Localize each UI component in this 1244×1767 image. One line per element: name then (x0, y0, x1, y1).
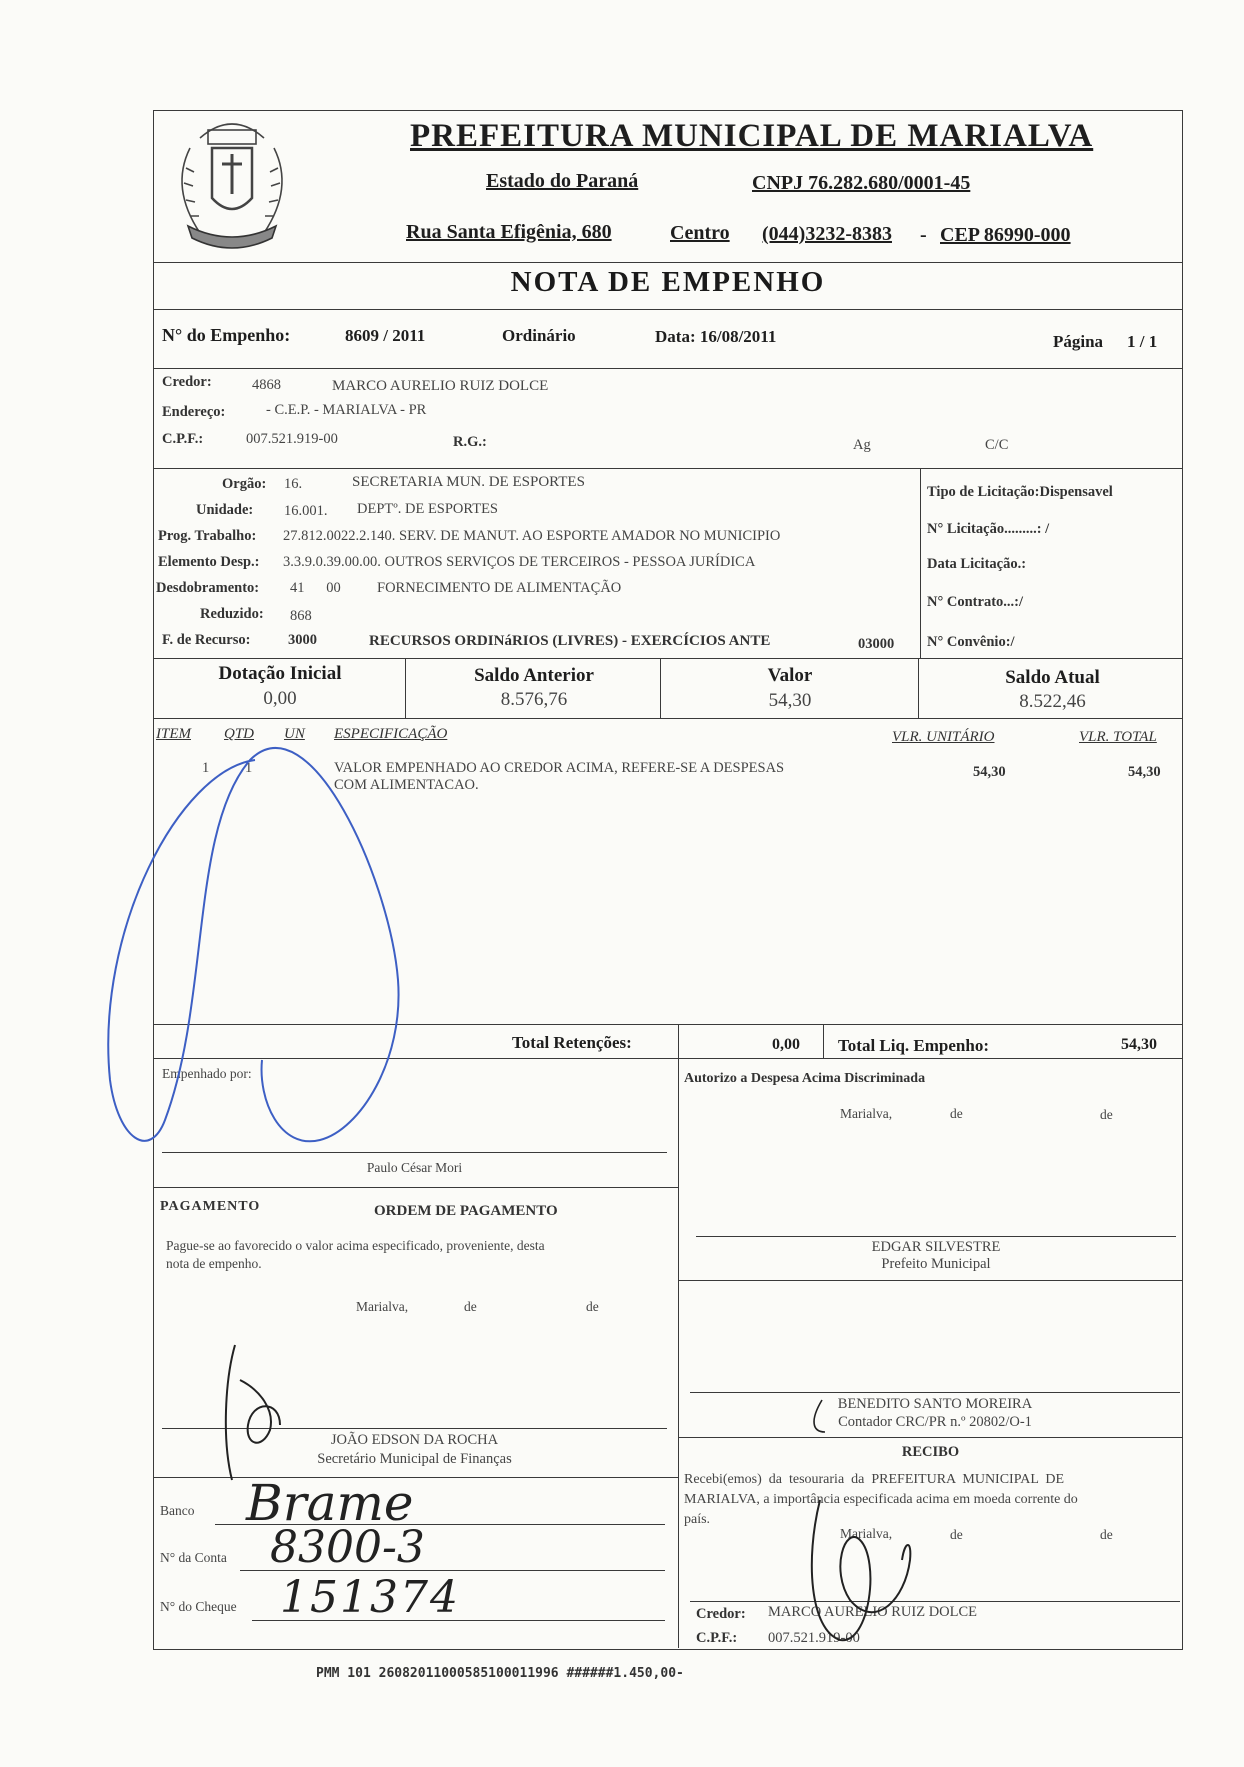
divider (153, 468, 1183, 469)
elemento-label: Elemento Desp.: (158, 554, 260, 570)
item-espec-line-1: VALOR EMPENHADO AO CREDOR ACIMA, REFERE-SE A DESPESAS (334, 760, 785, 776)
page-number: 1 / 1 (1127, 332, 1158, 351)
coat-of-arms-icon (160, 108, 305, 258)
rg-label: R.G.: (453, 434, 487, 450)
recibo-de-2: de (1100, 1527, 1113, 1542)
cep-label: CEP 86990-000 (940, 224, 1071, 246)
conta-handwritten: 8300-3 (270, 1522, 425, 1573)
credor-code: 4868 (252, 377, 281, 393)
recurso-name: RECURSOS ORDINáRIOS (LIVRES) - EXERCÍCIOS ANTE (369, 633, 771, 649)
recurso-number: 03000 (858, 636, 895, 652)
numero-convenio: N° Convênio:/ (927, 634, 1015, 650)
conta-label: N° da Conta (160, 1550, 227, 1565)
desdobramento-value: 41 00 FORNECIMENTO DE ALIMENTAÇÃO (290, 580, 622, 596)
credor-name: MARCO AURELIO RUIZ DOLCE (332, 378, 549, 394)
municipality-title: PREFEITURA MUNICIPAL DE MARIALVA (410, 118, 1094, 154)
credor-label: Credor: (162, 374, 212, 390)
signature-line (690, 1392, 1180, 1393)
data-licitacao: Data Licitação.: (927, 556, 1027, 572)
col-total-header: VLR. TOTAL (1079, 729, 1157, 745)
divider (153, 309, 1183, 310)
banco-handwritten: Brame (246, 1474, 414, 1532)
divider (153, 368, 1183, 369)
recibo-text-line-2: MARIALVA, a importância especificada acima em moeda corrente do (684, 1492, 1078, 1507)
saldo-anterior-label: Saldo Anterior (474, 665, 594, 686)
saldo-atual-label: Saldo Atual (1005, 667, 1100, 688)
divider (153, 718, 1183, 719)
recibo-city: Marialva, (840, 1526, 893, 1541)
empenho-date: Data: 16/08/2011 (655, 327, 777, 346)
unidade-name: DEPTº. DE ESPORTES (357, 501, 498, 517)
col-item-header: ITEM (156, 726, 191, 742)
contador-name: BENEDITO SANTO MOREIRA (837, 1396, 1033, 1412)
saldo-atual-value: 8.522,46 (1019, 691, 1086, 712)
total-retencoes-label: Total Retenções: (512, 1033, 632, 1052)
numero-contrato: N° Contrato...:/ (927, 594, 1024, 610)
divider (153, 658, 1183, 659)
item-number: 1 (202, 760, 210, 776)
reduzido-label: Reduzido: (200, 606, 264, 622)
divider (153, 1058, 1183, 1059)
item-espec-line-2: COM ALIMENTACAO. (334, 777, 479, 793)
divider (153, 1477, 678, 1478)
cheque-handwritten: 151374 (280, 1572, 460, 1623)
divider (920, 468, 921, 658)
divider (153, 1187, 678, 1188)
state-label: Estado do Paraná (486, 170, 639, 192)
orgao-code: 16. (284, 476, 303, 492)
recibo-text-line-3: país. (684, 1512, 711, 1527)
endereco-label: Endereço: (162, 404, 226, 420)
elemento-value: 3.3.9.0.39.00.00. OUTROS SERVIÇOS DE TERCEIROS - PESSOA JURÍDICA (283, 554, 756, 570)
page-label: Página (1053, 332, 1104, 351)
prog-trabalho-label: Prog. Trabalho: (158, 528, 257, 544)
empenhado-name: Paulo César Mori (366, 1160, 463, 1175)
cheque-label: N° do Cheque (160, 1599, 237, 1614)
cc-label: C/C (985, 437, 1009, 453)
recibo-text-line-1: Recebi(emos) da tesouraria da PREFEITURA MUNICIPAL DE (684, 1472, 1065, 1487)
recibo-de-1: de (950, 1527, 963, 1542)
cpf-value: 007.521.919-00 (246, 431, 338, 447)
valor-value: 54,30 (768, 690, 812, 711)
item-unit-value: 54,30 (973, 764, 1006, 780)
secretario-name: JOÃO EDSON DA ROCHA (330, 1432, 499, 1448)
recibo-cpf-value: 007.521.919-00 (768, 1630, 860, 1646)
recurso-code: 3000 (288, 632, 317, 648)
secretario-role: Secretário Municipal de Finanças (317, 1451, 512, 1467)
dash-label: - (920, 224, 927, 246)
endereco-value: - C.E.P. - MARIALVA - PR (266, 402, 427, 418)
phone-label: (044)3232-8383 (762, 223, 892, 245)
prefeito-name: EDGAR SILVESTRE (871, 1239, 1001, 1255)
col-especificacao-header: ESPECIFICAÇÃO (334, 726, 448, 742)
item-qtd: 1 (245, 760, 253, 776)
col-unitario-header: VLR. UNITÁRIO (892, 729, 995, 745)
total-liq-label: Total Liq. Empenho: (838, 1036, 989, 1055)
autorizo-label: Autorizo a Despesa Acima Discriminada (684, 1071, 926, 1086)
ordem-pagamento-label: ORDEM DE PAGAMENTO (374, 1203, 558, 1219)
divider (678, 1280, 1183, 1281)
item-total-value: 54,30 (1128, 764, 1161, 780)
divider (678, 1058, 679, 1648)
dotacao-value: 0,00 (263, 688, 297, 709)
empenho-type: Ordinário (502, 326, 576, 345)
total-retencoes-value: 0,00 (772, 1036, 800, 1053)
autorizo-de-1: de (950, 1106, 963, 1121)
autorizo-city: Marialva, (840, 1106, 893, 1121)
pagamento-de-1: de (464, 1299, 477, 1314)
empenhado-label: Empenhado por: (162, 1066, 252, 1081)
orgao-label: Orgão: (222, 476, 267, 492)
signature-line (162, 1428, 667, 1429)
empenho-number: 8609 / 2011 (345, 326, 426, 345)
divider (153, 262, 1183, 263)
signature-line (696, 1236, 1176, 1237)
doc-title: NOTA DE EMPENHO (510, 266, 826, 298)
orgao-name: SECRETARIA MUN. DE ESPORTES (352, 474, 585, 490)
recurso-label: F. de Recurso: (162, 632, 251, 648)
valor-label: Valor (767, 665, 813, 686)
numero-licitacao: N° Licitação.........: / (927, 521, 1050, 537)
divider (678, 1437, 1183, 1438)
divider (660, 658, 661, 718)
ag-label: Ag (853, 437, 871, 453)
divider (405, 658, 406, 718)
divider (918, 658, 919, 718)
divider (678, 1024, 679, 1058)
recibo-credor-label: Credor: (696, 1606, 746, 1622)
pagamento-label: PAGAMENTO (160, 1199, 261, 1214)
street-label: Rua Santa Efigênia, 680 (406, 221, 612, 243)
recibo-cpf-label: C.P.F.: (696, 1630, 738, 1646)
pagamento-de-2: de (586, 1299, 599, 1314)
recibo-label: RECIBO (901, 1444, 960, 1460)
divider (153, 1024, 1183, 1025)
prefeito-role: Prefeito Municipal (881, 1256, 991, 1272)
divider (823, 1024, 824, 1058)
banco-label: Banco (160, 1503, 195, 1518)
unidade-label: Unidade: (196, 502, 254, 518)
desdobramento-label: Desdobramento: (156, 580, 260, 596)
pagamento-text-line-1: Pague-se ao favorecido o valor acima especificado, proveniente, desta (166, 1238, 545, 1253)
dotacao-label: Dotação Inicial (218, 663, 342, 684)
cnpj-label: CNPJ 76.282.680/0001-45 (752, 172, 971, 194)
col-qtd-header: QTD (224, 726, 255, 742)
prog-trabalho-value: 27.812.0022.2.140. SERV. DE MANUT. AO ESPORTE AMADOR NO MUNICIPIO (283, 528, 781, 544)
autorizo-de-2: de (1100, 1107, 1113, 1122)
tipo-licitacao: Tipo de Licitação:Dispensavel (927, 484, 1113, 500)
pagamento-city: Marialva, (356, 1299, 409, 1314)
signature-line (162, 1152, 667, 1153)
col-un-header: UN (284, 726, 305, 742)
empenho-number-label: N° do Empenho: (162, 325, 291, 345)
total-liq-value: 54,30 (1121, 1036, 1157, 1053)
unidade-code: 16.001. (284, 503, 328, 519)
contador-role: Contador CRC/PR n.º 20802/O-1 (838, 1414, 1032, 1430)
saldo-anterior-value: 8.576,76 (500, 689, 568, 710)
reduzido-value: 868 (290, 608, 312, 624)
pagamento-text-line-2: nota de empenho. (166, 1256, 262, 1271)
recibo-credor-name: MARCO AURELIO RUIZ DOLCE (768, 1604, 978, 1620)
cpf-label: C.P.F.: (162, 431, 204, 447)
signature-line (690, 1601, 1180, 1602)
district-label: Centro (670, 222, 730, 244)
footer-code: PMM 101 26082011000585100011996 ######1.450,00- (316, 1666, 684, 1681)
